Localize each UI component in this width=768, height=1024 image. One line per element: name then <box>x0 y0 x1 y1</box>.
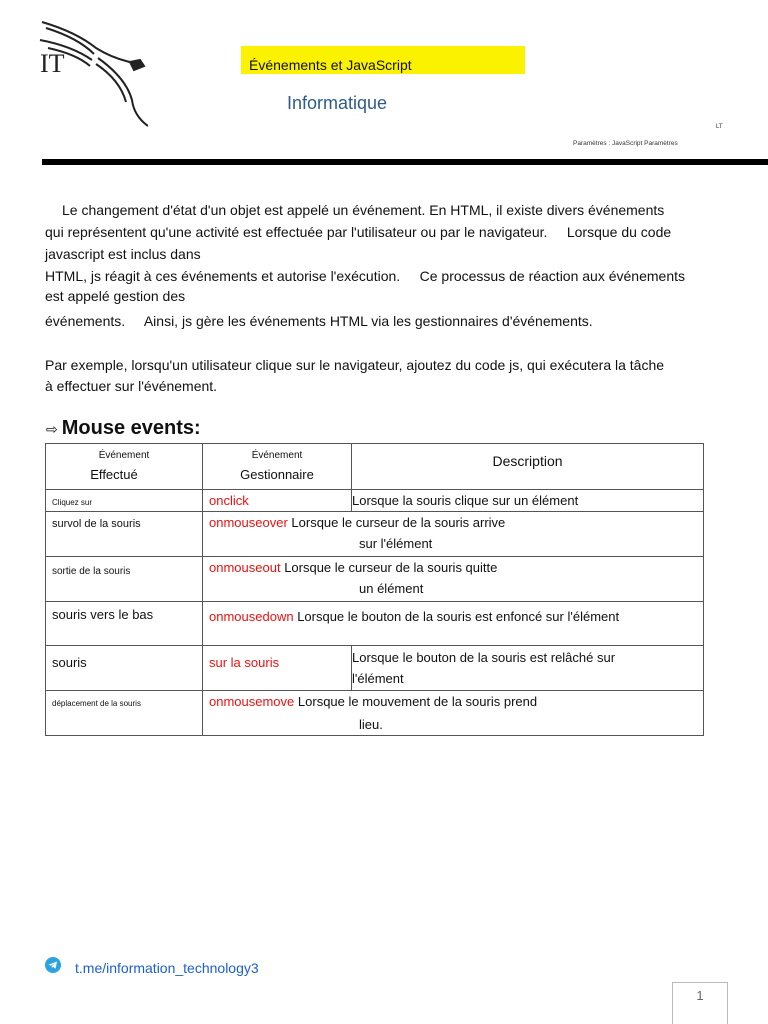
paragraph-line: Par exemple, lorsqu'un utilisateur clique sur le navigateur, ajoutez du code js, qui exécutera la tâche <box>45 357 665 373</box>
logo-text: IT <box>40 49 65 78</box>
header-cell-action <box>46 444 203 490</box>
table-row <box>46 490 704 512</box>
paragraph-line: est appelé gestion des <box>45 288 186 304</box>
action-cell: survol de la souris <box>46 512 203 557</box>
table-row <box>46 512 704 557</box>
handler-text: onmouseover <box>209 515 288 530</box>
table-row <box>46 602 704 646</box>
paragraph-line: javascript est inclus dans <box>45 246 201 262</box>
description-text-2: sur l'élément <box>359 536 433 551</box>
paragraph-line: à effectuer sur l'événement. <box>45 378 218 394</box>
description-text: Lorsque le bouton de la souris est enfoncé sur l'élément <box>297 609 620 624</box>
header-mark: LT <box>716 124 723 130</box>
page-number: 1 <box>672 982 728 1024</box>
table-header-row <box>46 444 704 490</box>
header-rule <box>42 159 768 165</box>
header-cell-description: Description <box>352 444 704 490</box>
description-text: Lorsque le curseur de la souris arrive <box>291 515 506 530</box>
arrow-icon: ⇨ <box>46 421 58 437</box>
description-text-2: lieu. <box>359 717 383 732</box>
table-row <box>46 557 704 602</box>
description-cell <box>352 646 704 691</box>
action-cell: souris <box>46 646 203 691</box>
header-cell-top: Événement <box>251 450 303 461</box>
description-text-2: l'élément <box>352 671 404 686</box>
header-cell-handler <box>203 444 352 490</box>
header-cell-bottom: Effectué <box>90 467 138 482</box>
action-cell: souris vers le bas <box>46 602 203 646</box>
action-cell: Cliquez sur <box>46 490 203 512</box>
table-row <box>46 646 704 691</box>
paragraph-line: événements. Ainsi, js gère les événements HTML via les gestionnaires d'événements. <box>45 313 593 329</box>
handler-text: onmousedown <box>209 609 294 624</box>
telegram-icon <box>45 957 61 973</box>
handler-cell: onclick <box>203 490 352 512</box>
handler-cell: sur la souris <box>203 646 352 691</box>
header-cell-bottom: Gestionnaire <box>240 467 314 482</box>
description-text: Lorsque le mouvement de la souris prend <box>297 694 538 709</box>
handler-description-cell <box>203 691 704 736</box>
section-heading-text: Mouse events: <box>61 417 201 439</box>
subject-title: Informatique <box>287 93 388 113</box>
paragraph-line: HTML, js réagit à ces événements et autorise l'exécution. Ce processus de réaction aux événements <box>45 268 685 284</box>
handler-description-cell <box>203 602 704 646</box>
mouse-events-table <box>45 443 704 736</box>
handler-description-cell <box>203 512 704 557</box>
document-title: Événements et JavaScript <box>241 46 525 74</box>
handler-description-cell <box>203 557 704 602</box>
header-cell-top: Événement <box>98 450 150 461</box>
telegram-link[interactable]: t.me/information_technology3 <box>75 960 259 976</box>
paragraph-line: Le changement d'état d'un objet est appelé un événement. En HTML, il existe divers événements <box>62 202 665 218</box>
description-text-2: un élément <box>359 581 424 596</box>
handler-text: onmousemove <box>209 694 295 709</box>
table-row <box>46 691 704 736</box>
description-text: Lorsque le bouton de la souris est relâché sur <box>352 650 616 665</box>
header-params: Paramètres : JavaScript Paramètres <box>573 140 678 147</box>
paragraph-line: qui représentent qu'une activité est effectuée par l'utilisateur ou par le navigateur. Lorsque du code <box>45 224 672 240</box>
description-cell: Lorsque la souris clique sur un élément <box>352 490 704 512</box>
description-text: Lorsque le curseur de la souris quitte <box>284 560 498 575</box>
logo <box>36 18 148 128</box>
action-cell: sortie de la souris <box>46 557 203 602</box>
action-cell: déplacement de la souris <box>46 691 203 736</box>
section-heading <box>46 417 201 440</box>
handler-text: onmouseout <box>209 560 281 575</box>
